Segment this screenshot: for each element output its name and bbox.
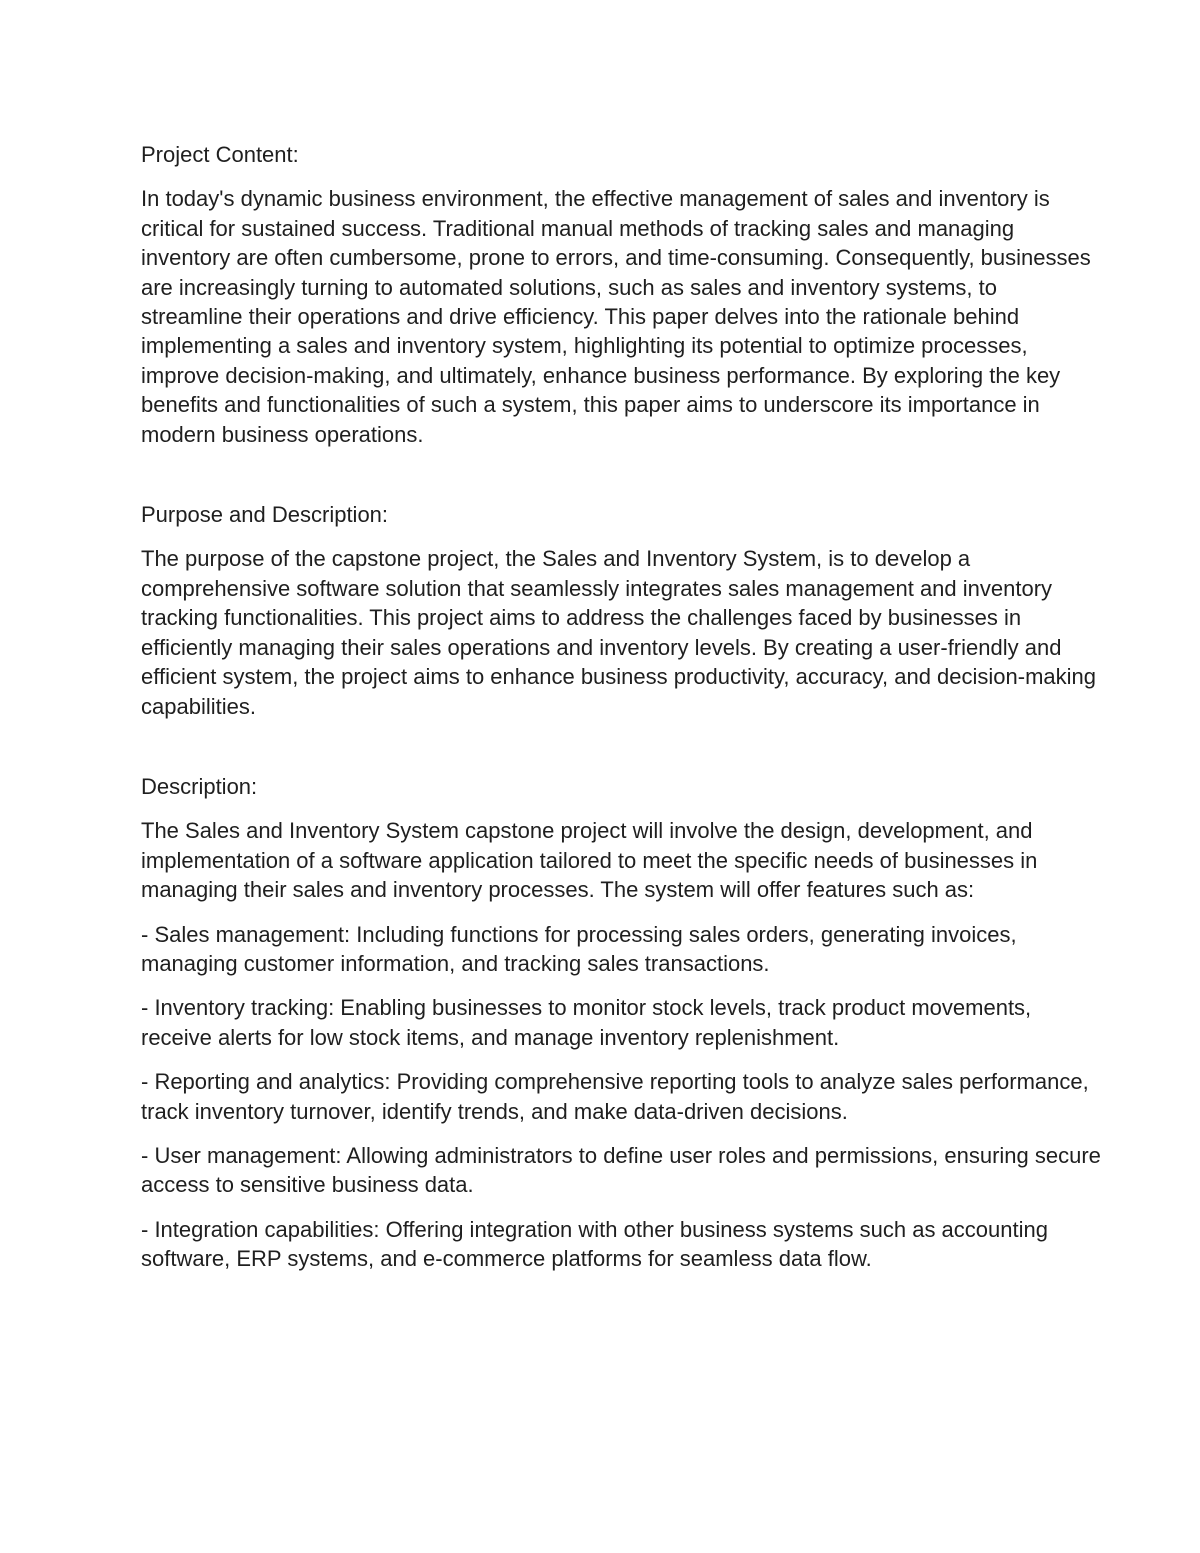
feature-bullet-reporting-analytics: - Reporting and analytics: Providing comprehensive reporting tools to analyze sales performance, track inventory turnover, identify trends, and make data-driven decisions. xyxy=(141,1069,1089,1124)
feature-bullet-user-management: - User management: Allowing administrators to define user roles and permissions, ensuring secure access to sensitive business data. xyxy=(141,1142,1101,1198)
feature-bullet-integration: - Integration capabilities: Offering integration with other business systems such as accounting software, ERP systems, and e-commerce platforms for seamless data flow. xyxy=(141,1216,1048,1272)
feature-bullet-sales-management: - Sales management: Including functions for processing sales orders, generating invoices, managing customer information, and tracking sales transactions. xyxy=(141,921,1017,976)
section-title: Purpose and Description: xyxy=(141,502,389,528)
section-project-content xyxy=(141,140,1101,449)
section-description xyxy=(141,772,1101,1274)
feature-bullet-inventory-tracking: - Inventory tracking: Enabling businesses to monitor stock levels, track product movements, receive alerts for low stock items, and manage inventory replenishment. xyxy=(141,995,1032,1050)
section-title: Project Content: xyxy=(141,142,299,167)
section-paragraph: The purpose of the capstone project, the Sales and Inventory System, is to develop a comprehensive software solution that seamlessly integrates sales management and inventory tracking functionalities. This project aims to address the challenges faced by businesses in efficiently managing their sales operations and inventory levels. By creating a user-friendly and efficient system, the project aims to enhance business productivity, accuracy, and decision-making capabilities. xyxy=(141,546,1097,719)
document-body xyxy=(141,140,1101,1289)
section-paragraph: In today's dynamic business environment, the effective management of sales and inventory is critical for sustained success. Traditional manual methods of tracking sales and managing inventory are often cumbersome, prone to errors, and time-consuming. Consequently, businesses are increasingly turning to automated solutions, such as sales and inventory systems, to streamline their operations and drive efficiency. This paper delves into the rationale behind implementing a sales and inventory system, highlighting its potential to optimize processes, improve decision-making, and ultimately, enhance business performance. By exploring the key benefits and functionalities of such a system, this paper aims to underscore its importance in modern business operations. xyxy=(141,186,1091,447)
section-purpose-and-description xyxy=(141,500,1101,721)
section-title: Description: xyxy=(141,773,258,799)
section-paragraph: The Sales and Inventory System capstone project will involve the design, development, and implementation of a software application tailored to meet the specific needs of businesses in managing their sales and inventory processes. The system will offer features such as: xyxy=(141,818,1038,903)
